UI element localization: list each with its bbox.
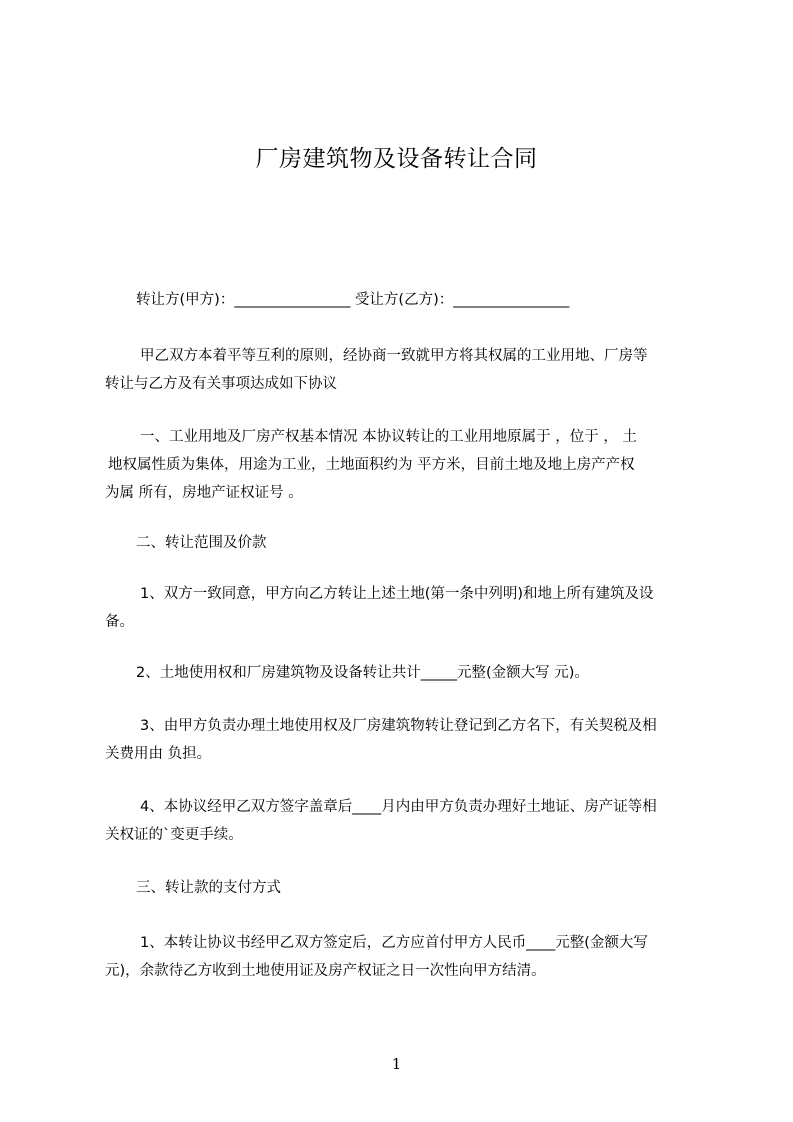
intro-line-1: 甲乙双方本着平等互利的原则，经协商一致就甲方将其权属的工业用地、厂房等 <box>140 348 648 364</box>
section2-item3-line-1: 3、由甲方负责办理土地使用权及厂房建筑物转让登记到乙方名下，有关契税及相 <box>140 718 657 734</box>
section1-line-3: 为属 所有，房地产证权证号 。 <box>105 485 303 501</box>
page-number: 1 <box>391 1055 402 1073</box>
section1-line-1: 一、工业用地及厂房产权基本情况 本协议转让的工业用地原属于 ，位于 ， 土 <box>140 429 637 445</box>
section3-item1-line-2: 元)，余款待乙方收到土地使用证及房产权证之日一次性向甲方结清。 <box>105 963 546 979</box>
document-title: 厂房建筑物及设备转让合同 <box>255 146 538 172</box>
section2-item1-line-2: 备。 <box>105 614 134 630</box>
section3-heading: 三、转让款的支付方式 <box>136 880 281 896</box>
section2-item4-line-2: 关权证的`变更手续。 <box>105 827 243 843</box>
intro-line-2: 转让与乙方及有关事项达成如下协议 <box>105 376 337 392</box>
section1-line-2: 地权属性质为集体，用途为工业，土地面积约为 平方米，目前土地及地上房产产权 <box>108 457 635 473</box>
section2-item2-line-1: 2、土地使用权和厂房建筑物及设备转让共计_____元整(金额大写 元)。 <box>136 665 589 681</box>
section2-item1-line-1: 1、双方一致同意，甲方向乙方转让上述土地(第一条中列明)和地上所有建筑及设 <box>140 586 654 602</box>
section3-item1-line-1: 1、本转让协议书经甲乙双方签定后，乙方应首付甲方人民币____元整(金额大写 <box>140 935 648 951</box>
section2-heading: 二、转让范围及价款 <box>136 535 267 551</box>
section2-item3-line-2: 关费用由 负担。 <box>105 746 212 762</box>
parties-line: 转让方(甲方)：________________ 受让方(乙方)：________________ <box>136 292 570 308</box>
section2-item4-line-1: 4、本协议经甲乙双方签字盖章后____月内由甲方负责办理好土地证、房产证等相 <box>140 799 657 815</box>
